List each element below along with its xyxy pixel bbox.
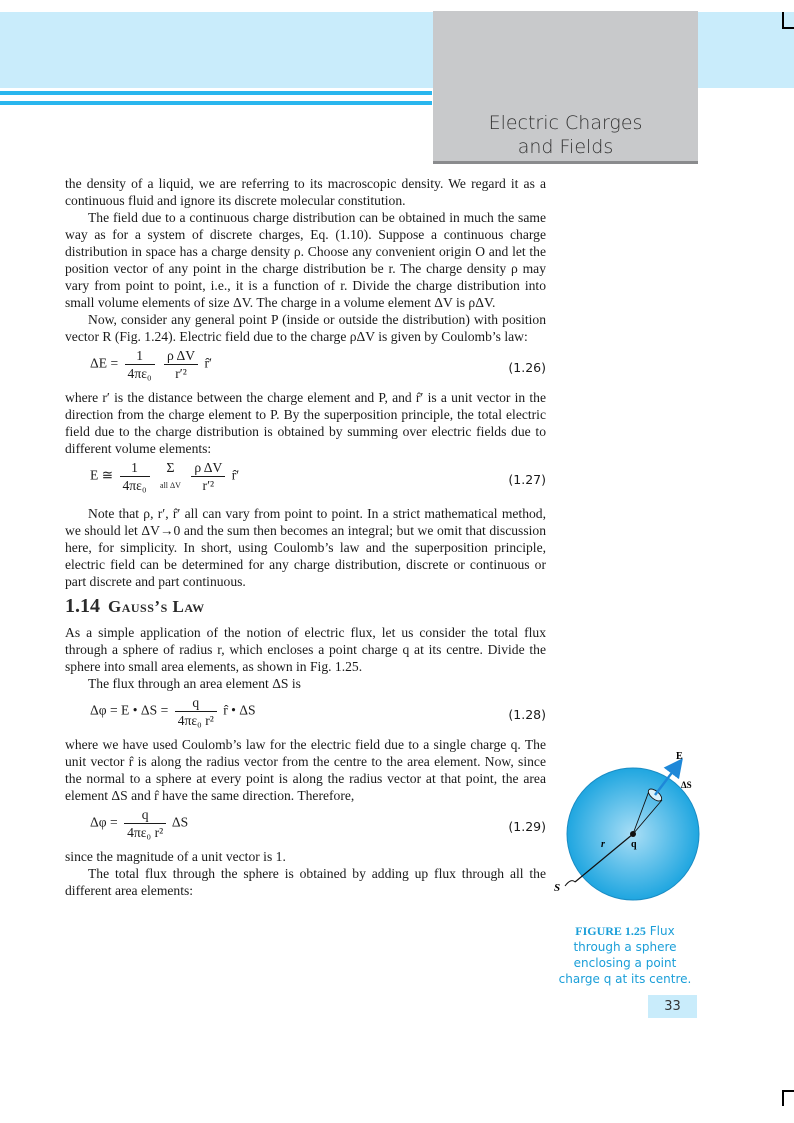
crop-mark [782, 12, 784, 28]
sum-subscript: all ΔV [160, 480, 181, 490]
point-charge [630, 831, 636, 837]
section-number: 1.14 [65, 595, 100, 617]
label-delta-s: ΔS [681, 780, 692, 790]
label-s: S [554, 882, 561, 894]
paragraph: Note that ρ, r′, r̂′ all can vary from point to point. In a strict mathematical method, we should let ΔV→0 and the sum then becomes an integral; but we omit that discussion here, for simplicity. In short, using Coulomb’s law and the superposition principle, electric field can be determined for any charge distribution, discrete or continuous or part discrete and part continuous. [65, 506, 546, 589]
equation-lhs: Δφ = E • ΔS = [90, 702, 169, 718]
equation-number: (1.26) [508, 360, 546, 375]
header-stripe [0, 91, 432, 95]
paragraph: The total flux through the sphere is obtained by adding up flux through all the different area elements: [65, 866, 546, 898]
label-e: E [676, 751, 683, 762]
section-heading [65, 595, 546, 617]
paragraph: the density of a liquid, we are referring to its macroscopic density. We regard it as a continuous fluid and ignore its discrete molecular constitution. [65, 176, 546, 208]
surface-pointer [565, 881, 575, 886]
equation-unit-vector: r̂′ [204, 355, 212, 371]
equation-lhs: ΔE = [90, 355, 119, 371]
chapter-title: Electric Charges and Fields [488, 112, 643, 158]
equation-lhs: E ≅ [90, 467, 114, 483]
equation-1-28: Δφ = E • ΔS = $\frac{q}{\text{4πε₀ r²}}$ r̂ • ΔS (1.28) [90, 695, 546, 728]
equation-1-27: E ≅ $\frac{1}{\text{4πε₀}}$ Σ all ΔV $\frac{\text{ρ ΔV}}{\text{r′²}}$ r̂′ (1.27) [90, 460, 546, 493]
figure-sphere-flux [553, 745, 703, 915]
paragraph: since the magnitude of a unit vector is 1. [65, 849, 286, 864]
equation-tail: ΔS [171, 814, 189, 830]
equation-number: (1.29) [508, 819, 546, 834]
paragraph: where r′ is the distance between the charge element and P, and r̂′ is a unit vector in the direction from the charge element to P. By the superposition principle, the total electric field due to the charge distribution is obtained by summing over electric fields due to different volume elements: [65, 390, 546, 456]
figure-label: FIGURE 1.25 [575, 924, 646, 938]
label-r: r [601, 839, 605, 850]
paragraph: The field due to a continuous charge distribution can be obtained in much the same way as for a system of discrete charges, Eq. (1.10). Suppose a continuous charge distribution in space has a charge density ρ. Choose any convenient origin O and let the position vector of any point in the charge distribution be r. The charge density ρ may vary from point to point, i.e., it is a function of r. Divide the charge distribution into small volume elements of size ΔV. The charge in a volume element ΔV is ρΔV. [65, 210, 546, 310]
crop-mark [782, 1090, 794, 1092]
equation-lhs: Δφ = [90, 814, 118, 830]
figure-caption [552, 923, 698, 987]
crop-mark [782, 1090, 784, 1106]
figure-caption-text: Flux through a sphere enclosing a point charge q at its centre. [558, 924, 692, 986]
paragraph: As a simple application of the notion of electric flux, let us consider the total flux through a sphere of radius r, which encloses a point charge q at its centre. Divide the sphere into small area elements, as shown in Fig. 1.25. [65, 625, 546, 674]
sum-symbol: Σ [166, 460, 175, 476]
paragraph: where we have used Coulomb’s law for the electric field due to a single charge q. The unit vector r̂ is along the radius vector from the centre to the area element. Now, since the normal to a sphere at every point is along the radius vector at that point, the area element ΔS and r̂ have the same direction. Therefore, [65, 737, 546, 803]
header-stripe [0, 101, 432, 105]
equation-tail: r̂ • ΔS [223, 702, 256, 718]
equation-1-29: Δφ = $\frac{q}{\text{4πε₀ r²}}$ ΔS (1.29) [90, 807, 546, 840]
section-title: Gauss’s Law [108, 597, 205, 616]
equation-unit-vector: r̂′ [231, 467, 240, 483]
label-q: q [631, 839, 637, 850]
page-body [65, 175, 546, 899]
chapter-title-box [433, 11, 698, 164]
equation-number: (1.28) [508, 707, 546, 722]
page-number: 33 [648, 995, 697, 1018]
equation-number: (1.27) [508, 472, 546, 487]
paragraph: The flux through an area element ΔS is [88, 676, 301, 691]
paragraph: Now, consider any general point P (inside or outside the distribution) with position vector R (Fig. 1.24). Electric field due to the charge ρΔV is given by Coulomb’s law: [65, 312, 546, 344]
crop-mark [782, 27, 794, 29]
equation-1-26: ΔE = $\frac{1}{\text{4πε₀}}$ $\frac{\text{ρ ΔV}}{\text{r′²}}$ r̂′ (1.26) [90, 348, 546, 381]
